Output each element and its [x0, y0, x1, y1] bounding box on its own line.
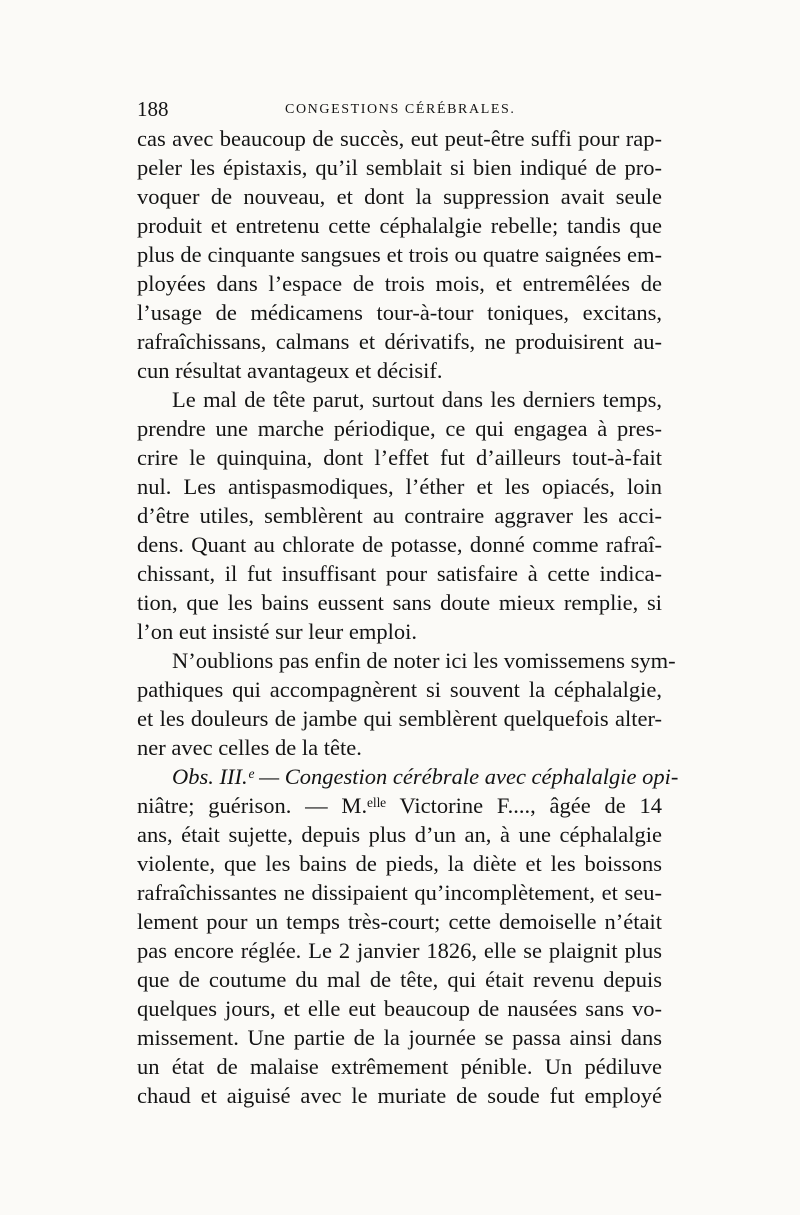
text-line: que de coutume du mal de tête, qui était revenu depuis	[137, 967, 662, 992]
text-line: plus de cinquante sangsues et trois ou quatre saignées em-	[137, 242, 662, 267]
page-number: 188	[137, 97, 169, 121]
text-line: lement pour un temps très-court; cette demoiselle n’était	[137, 909, 662, 934]
text-line: l’usage de médicamens tour-à-tour toniques, excitans,	[137, 300, 662, 325]
text-line: missement. Une partie de la journée se passa ainsi dans	[137, 1025, 662, 1050]
text-line: ployées dans l’espace de trois mois, et entremêlées de	[137, 271, 662, 296]
text-line: et les douleurs de jambe qui semblèrent quelquefois alter-	[137, 706, 662, 731]
text-line: prendre une marche périodique, ce qui engagea à pres-	[137, 416, 662, 441]
running-title: CONGESTIONS CÉRÉBRALES.	[285, 102, 516, 117]
text-line: violente, que les bains de pieds, la diète et les boissons	[137, 851, 662, 876]
text-line: d’être utiles, semblèrent au contraire aggraver les acci-	[137, 503, 662, 528]
text-line: voquer de nouveau, et dont la suppression avait seule	[137, 184, 662, 209]
text-line: dens. Quant au chlorate de potasse, donné comme rafraî-	[137, 532, 662, 557]
text-line: peler les épistaxis, qu’il semblait si bien indiqué de pro-	[137, 155, 662, 180]
text-line: rafraîchissans, calmans et dérivatifs, ne produisirent au-	[137, 329, 662, 354]
text-line: crire le quinquina, dont l’effet fut d’ailleurs tout-à-fait	[137, 445, 662, 470]
text-line: rafraîchissantes ne dissipaient qu’incomplètement, et seu-	[137, 880, 662, 905]
text-line: pathiques qui accompagnèrent si souvent la céphalalgie,	[137, 677, 662, 702]
text-line: chaud et aiguisé avec le muriate de soude fut employé	[137, 1083, 662, 1108]
text-line: chissant, il fut insuffisant pour satisfaire à cette indica-	[137, 561, 662, 586]
observation-heading: Obs. III.ᵉ — Congestion cérébrale avec céphalalgie opi-	[172, 764, 679, 789]
text-line: un état de malaise extrêmement pénible. Un pédiluve	[137, 1054, 662, 1079]
page-header	[137, 97, 662, 127]
text-line: ner avec celles de la tête.	[137, 735, 362, 760]
text-line: cas avec beaucoup de succès, eut peut-être suffi pour rap-	[137, 126, 662, 151]
text-line: niâtre; guérison. — M.ᵉˡˡᵉ Victorine F...., âgée de 14	[137, 793, 662, 818]
text-line: pas encore réglée. Le 2 janvier 1826, elle se plaignit plus	[137, 938, 662, 963]
text-line: l’on eut insisté sur leur emploi.	[137, 619, 417, 644]
text-line: N’oublions pas enfin de noter ici les vomissemens sym-	[172, 648, 676, 673]
text-line: cun résultat avantageux et décisif.	[137, 358, 443, 383]
text-line: tion, que les bains eussent sans doute mieux remplie, si	[137, 590, 662, 615]
text-line: ans, était sujette, depuis plus d’un an, à une céphalalgie	[137, 822, 662, 847]
text-line: produit et entretenu cette céphalalgie rebelle; tandis que	[137, 213, 662, 238]
text-line: quelques jours, et elle eut beaucoup de nausées sans vo-	[137, 996, 662, 1021]
text-line: Le mal de tête parut, surtout dans les derniers temps,	[172, 387, 662, 412]
text-line: nul. Les antispasmodiques, l’éther et les opiacés, loin	[137, 474, 662, 499]
